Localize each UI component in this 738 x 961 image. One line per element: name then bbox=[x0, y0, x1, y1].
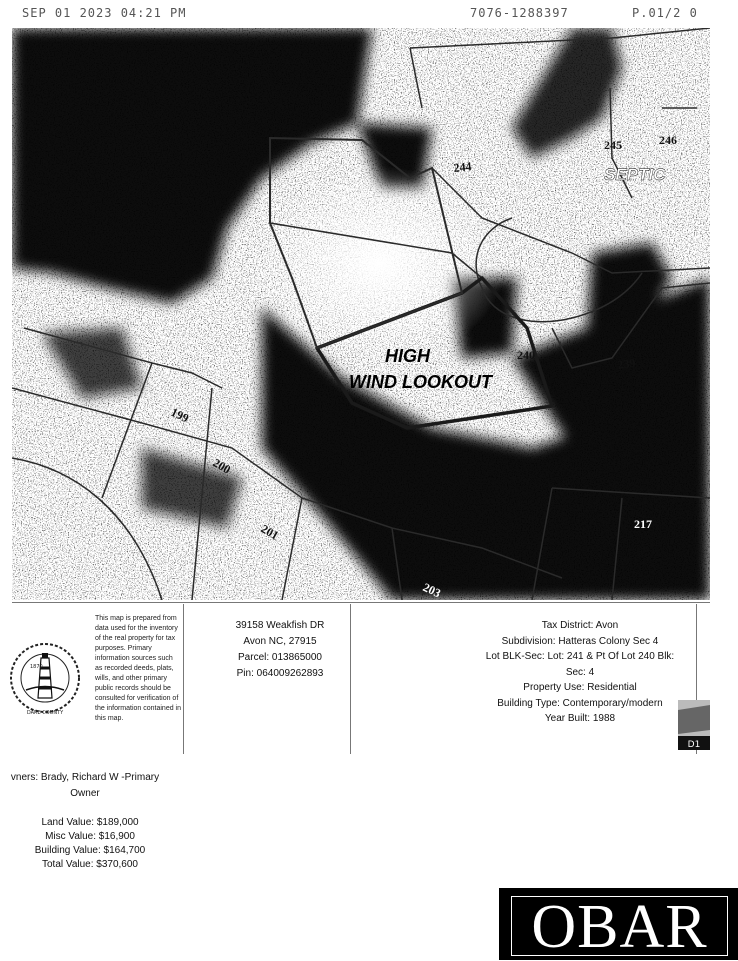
panel-divider-left bbox=[183, 604, 184, 754]
total-value: Total Value: $370,600 bbox=[41, 859, 138, 870]
lot-label-200: 200 bbox=[210, 455, 234, 477]
year-built: Year Built: 1988 bbox=[544, 713, 616, 724]
subdivision: Subdivision: Hatteras Colony Sec 4 bbox=[501, 635, 659, 647]
map-disclaimer: This map is prepared from data used for the inventory of the real property for tax purposes. Primary information sources such as recorded deeds, plats, wills, and other primary public records should be consulted for verification of the information contained in this map. bbox=[95, 615, 181, 722]
high-annotation: HIGH bbox=[385, 346, 430, 366]
fax-header bbox=[0, 0, 738, 30]
panel-top-divider bbox=[12, 602, 710, 603]
building-type: Building Type: Contemporary/modern bbox=[497, 697, 663, 709]
wind-lookout-annotation: WIND LOOKOUT bbox=[349, 372, 492, 392]
aerial-parcel-map bbox=[12, 28, 710, 600]
fax-header-right: P.01/2 0 bbox=[632, 6, 698, 20]
address-block bbox=[210, 618, 350, 682]
pin-number: Pin: 064009262893 bbox=[236, 668, 324, 679]
misc-value: Misc Value: $16,900 bbox=[45, 831, 135, 842]
lot-label-239: 239 bbox=[616, 355, 637, 372]
obar-logo-text: OBAR bbox=[531, 893, 708, 961]
land-value: Land Value: $189,000 bbox=[41, 817, 139, 828]
county-seal-logo bbox=[8, 628, 82, 728]
fax-header-middle: 7076-1288397 bbox=[470, 6, 569, 20]
lot-label-245: 245 bbox=[604, 138, 622, 152]
obar-logo-frame bbox=[511, 893, 728, 961]
seal-text: DARE COUNTY bbox=[26, 710, 64, 716]
lot-blk-sec: Lot BLK-Sec: Lot: 241 & Pt Of Lot 240 Blk: bbox=[485, 651, 675, 662]
lot-label-217: 217 bbox=[634, 517, 652, 531]
fax-header-left: SEP 01 2023 04:21 PM bbox=[22, 6, 187, 20]
lot-label-246: 246 bbox=[659, 133, 677, 147]
city-state-zip: Avon NC, 27915 bbox=[243, 636, 317, 647]
panel-divider-middle bbox=[350, 604, 351, 754]
owner-block bbox=[0, 770, 170, 802]
edge-thumbnail bbox=[678, 700, 710, 750]
lot-label-199: 199 bbox=[168, 405, 191, 426]
valuation-block bbox=[20, 816, 160, 872]
seal-year: 1870 bbox=[30, 664, 43, 670]
edge-thumb-label: D1 bbox=[687, 740, 701, 750]
parcel-number: Parcel: 013865000 bbox=[238, 652, 322, 663]
building-value: Building Value: $164,700 bbox=[34, 845, 146, 856]
septic-annotation: SEPTIC bbox=[604, 165, 666, 184]
lot-label-244: 244 bbox=[452, 159, 473, 175]
tax-info-block bbox=[478, 618, 682, 727]
property-use: Property Use: Residential bbox=[523, 682, 637, 693]
lot-label-201: 201 bbox=[258, 521, 282, 543]
lot-label-203: 203 bbox=[420, 580, 443, 600]
lot-label-240: 240 bbox=[517, 348, 535, 362]
lot-blk-sec-cont: Sec: 4 bbox=[565, 666, 595, 678]
owner-role: Owner bbox=[70, 788, 100, 799]
tax-district: Tax District: Avon bbox=[541, 620, 619, 631]
owner-line: vners: Brady, Richard W -Primary bbox=[10, 772, 160, 783]
obar-logo bbox=[499, 888, 738, 960]
street-address: 39158 Weakfish DR bbox=[235, 620, 325, 631]
